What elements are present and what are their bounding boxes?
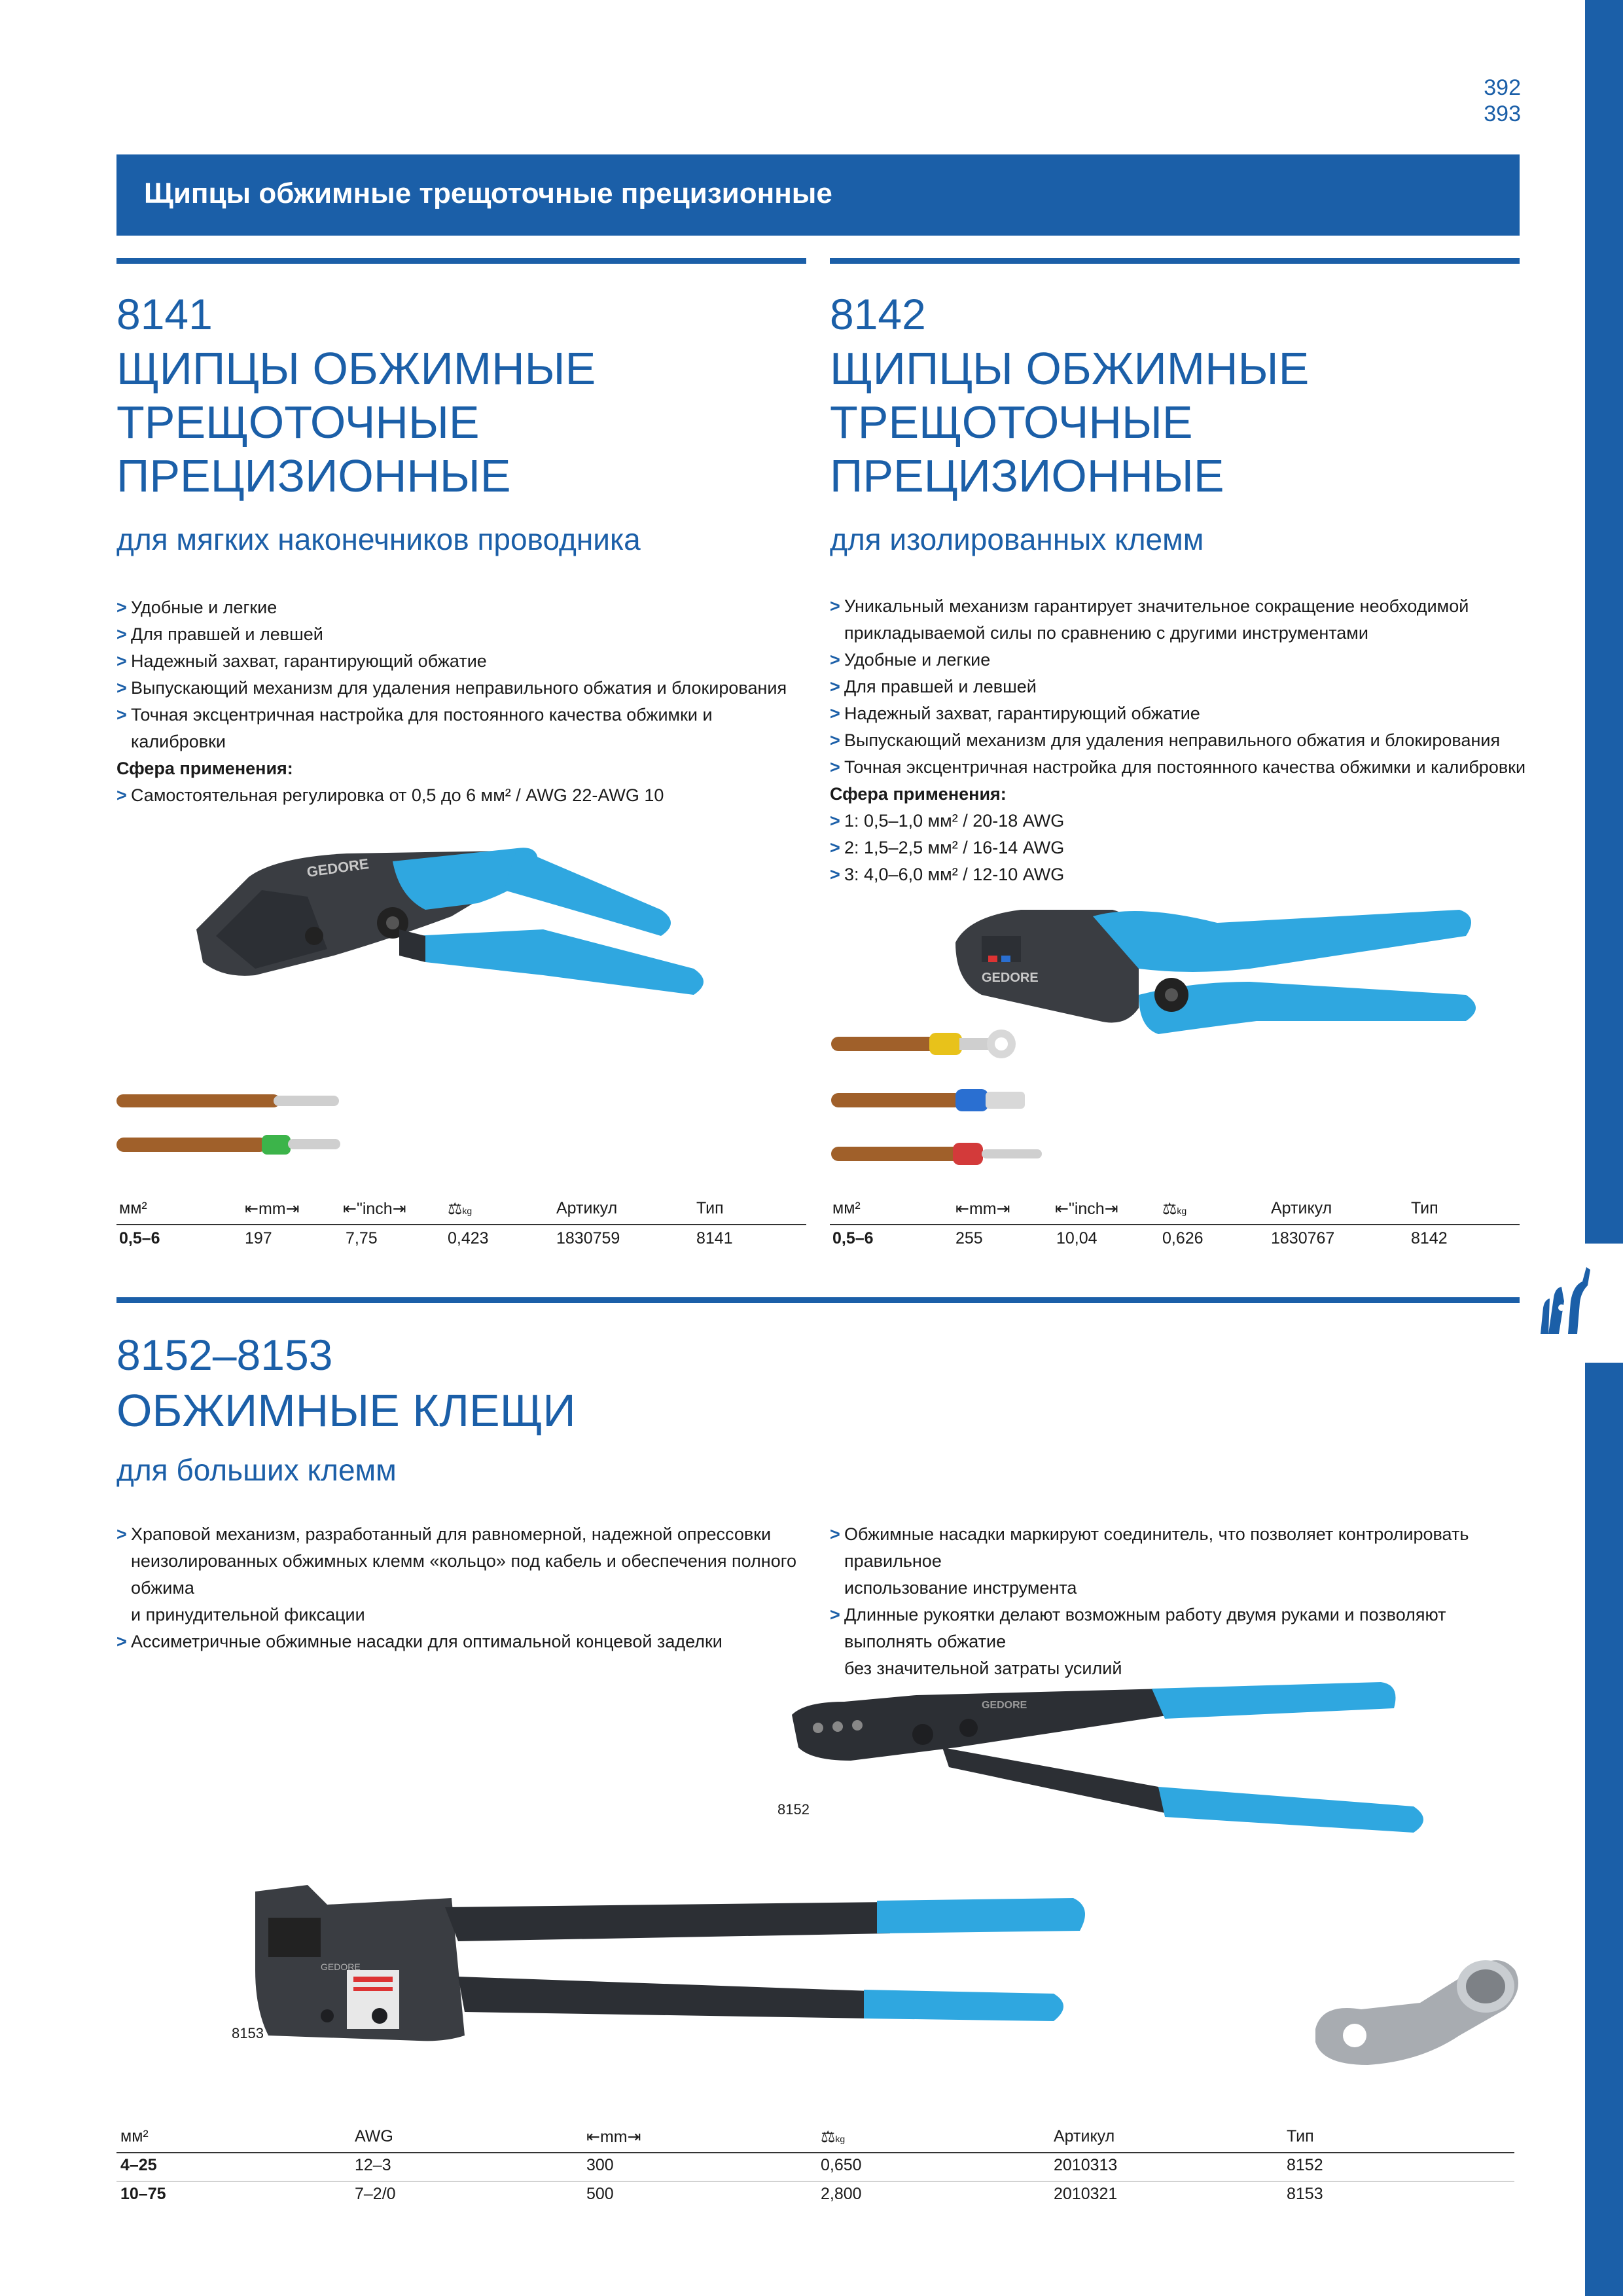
product-title-8152-8153: ОБЖИМНЫЕ КЛЕЩИ bbox=[116, 1385, 576, 1436]
col-header-length-mm: ⇤mm⇥ bbox=[586, 2128, 641, 2146]
chevron-right-icon: > bbox=[830, 596, 840, 616]
title-line: ЩИПЦЫ ОБЖИМНЫЕ bbox=[116, 343, 596, 394]
cell-mm2: 0,5–6 bbox=[832, 1229, 874, 1247]
section-rule-8141 bbox=[116, 258, 806, 264]
page-number-left: 392 bbox=[1484, 75, 1521, 100]
side-edge-bar-top bbox=[1585, 0, 1623, 1244]
list-item: > 2: 1,5–2,5 мм² / 16-14 AWG bbox=[830, 834, 1537, 861]
table-rule-8142 bbox=[830, 1224, 1520, 1225]
product-subtitle-8152-8153: для больших клемм bbox=[116, 1453, 397, 1487]
list-item: > Удобные и легкие bbox=[830, 647, 1537, 673]
chevron-right-icon: > bbox=[116, 598, 127, 617]
brand-logo: GEDORE bbox=[982, 1700, 1027, 1711]
cell-length-mm: 500 bbox=[586, 2185, 614, 2203]
feature-list-8141 bbox=[116, 594, 810, 809]
cell-mm2: 10–75 bbox=[120, 2185, 166, 2203]
chevron-right-icon: > bbox=[116, 678, 127, 698]
chevron-right-icon: > bbox=[830, 811, 840, 831]
crimping-tool-8152-image bbox=[785, 1676, 1433, 1852]
table-rule-8141 bbox=[116, 1224, 806, 1225]
list-item: > Ассиметричные обжимные насадки для оптимальной концевой заделки bbox=[116, 1628, 810, 1655]
page-numbers bbox=[1440, 75, 1521, 127]
col-header-awg: AWG bbox=[355, 2127, 393, 2145]
cell-length-inch: 7,75 bbox=[346, 1229, 378, 1247]
col-header-weight: ⚖kg bbox=[448, 1200, 473, 1218]
title-line: ТРЕЩОТОЧНЫЕ bbox=[116, 397, 480, 448]
col-header-length-mm: ⇤mm⇥ bbox=[245, 1200, 300, 1218]
cell-article: 1830759 bbox=[556, 1229, 620, 1247]
chevron-right-icon: > bbox=[116, 1524, 127, 1544]
pliers-category-icon bbox=[1535, 1262, 1594, 1340]
cell-awg: 7–2/0 bbox=[355, 2185, 396, 2203]
page-number-right: 393 bbox=[1484, 101, 1521, 126]
caption-8153: 8153 bbox=[232, 2025, 264, 2041]
cell-mm2: 4–25 bbox=[120, 2156, 157, 2174]
product-title-8142 bbox=[830, 342, 1309, 503]
list-item-continuation: неизолированных обжимных клемм «кольцо» под кабель и обеспечения полного обжима bbox=[131, 1551, 796, 1598]
list-item: > Храповой механизм, разработанный для равномерной, надежной опрессовки bbox=[116, 1521, 810, 1548]
list-item: > Удобные и легкие bbox=[116, 594, 810, 621]
list-item: > Длинные рукоятки делают возможным работу двумя руками и позволяют выполнять обжатие bbox=[830, 1602, 1537, 1655]
ferrule-wire-samples-8141 bbox=[116, 1086, 372, 1165]
cell-weight: 0,626 bbox=[1162, 1229, 1204, 1247]
feature-list-8152-left bbox=[116, 1521, 810, 1655]
product-title-8141 bbox=[116, 342, 596, 503]
section-rule-8142 bbox=[830, 258, 1520, 264]
list-item: > Надежный захват, гарантирующий обжатие bbox=[116, 648, 810, 675]
list-item: > Выпускающий механизм для удаления неправильного обжатия и блокирования bbox=[116, 675, 810, 702]
col-header-length-inch: ⇤"inch⇥ bbox=[343, 1200, 406, 1218]
col-header-weight: ⚖kg bbox=[1162, 1200, 1187, 1218]
cell-weight: 0,423 bbox=[448, 1229, 489, 1247]
list-item: > Точная эксцентричная настройка для постоянного качества обжимки и калибровки bbox=[116, 702, 810, 755]
application-heading: Сфера применения: bbox=[830, 784, 1007, 804]
title-line: ПРЕЦИЗИОННЫЕ bbox=[830, 450, 1224, 501]
side-edge-bar-bottom bbox=[1585, 1363, 1623, 2296]
list-item-continuation: без значительной затраты усилий bbox=[844, 1659, 1122, 1678]
col-header-article: Артикул bbox=[1271, 1199, 1332, 1217]
insulated-terminal-samples-8142 bbox=[830, 1028, 1079, 1172]
list-item: > Уникальный механизм гарантирует значительное сокращение необходимой bbox=[830, 593, 1537, 620]
cell-length-mm: 300 bbox=[586, 2156, 614, 2174]
list-item: > 1: 0,5–1,0 мм² / 20-18 AWG bbox=[830, 808, 1537, 834]
application-heading: Сфера применения: bbox=[116, 759, 293, 778]
title-line: ЩИПЦЫ ОБЖИМНЫЕ bbox=[830, 343, 1310, 394]
col-header-type: Тип bbox=[1287, 2127, 1314, 2145]
product-code-8141: 8141 bbox=[116, 290, 213, 338]
col-header-article: Артикул bbox=[556, 1199, 618, 1217]
chevron-right-icon: > bbox=[830, 730, 840, 750]
chevron-right-icon: > bbox=[830, 838, 840, 857]
list-item: > Для правшей и левшей bbox=[830, 673, 1537, 700]
crimping-tool-8141-image bbox=[177, 838, 713, 1021]
chevron-right-icon: > bbox=[830, 1605, 840, 1624]
list-item: > Обжимные насадки маркируют соединитель, что позволяет контролировать правильное bbox=[830, 1521, 1537, 1575]
list-item: > Выпускающий механизм для удаления неправильного обжатия и блокирования bbox=[830, 727, 1537, 754]
list-item-continuation: прикладываемой силы по сравнению с другими инструментами bbox=[844, 623, 1368, 643]
chevron-right-icon: > bbox=[116, 785, 127, 805]
cell-type: 8152 bbox=[1287, 2156, 1323, 2174]
cell-type: 8141 bbox=[696, 1229, 733, 1247]
section-rule-8152 bbox=[116, 1297, 1520, 1303]
list-item: > Для правшей и левшей bbox=[116, 621, 810, 648]
cell-awg: 12–3 bbox=[355, 2156, 391, 2174]
chevron-right-icon: > bbox=[116, 651, 127, 671]
product-code-8152-8153: 8152–8153 bbox=[116, 1331, 333, 1379]
list-item-continuation: использование инструмента bbox=[844, 1578, 1077, 1598]
list-item: > Самостоятельная регулировка от 0,5 до 6 мм² / AWG 22-AWG 10 bbox=[116, 782, 810, 809]
col-header-mm2: мм² bbox=[832, 1199, 861, 1217]
table-rule-8152 bbox=[116, 2152, 1514, 2153]
product-subtitle-8141: для мягких наконечников проводника bbox=[116, 522, 641, 556]
feature-list-8142 bbox=[830, 593, 1537, 888]
cell-length-inch: 10,04 bbox=[1056, 1229, 1097, 1247]
product-subtitle-8142: для изолированных клемм bbox=[830, 522, 1204, 556]
list-item-continuation: и принудительной фиксации bbox=[131, 1605, 365, 1624]
cell-length-mm: 197 bbox=[245, 1229, 272, 1247]
cell-type: 8142 bbox=[1411, 1229, 1448, 1247]
caption-8152: 8152 bbox=[777, 1801, 810, 1818]
product-code-8142: 8142 bbox=[830, 290, 926, 338]
title-line: ТРЕЩОТОЧНЫЕ bbox=[830, 397, 1193, 448]
chevron-right-icon: > bbox=[116, 705, 127, 725]
col-header-length-inch: ⇤"inch⇥ bbox=[1055, 1200, 1118, 1218]
col-header-article: Артикул bbox=[1054, 2127, 1115, 2145]
list-item: > 3: 4,0–6,0 мм² / 12-10 AWG bbox=[830, 861, 1537, 888]
chevron-right-icon: > bbox=[830, 704, 840, 723]
crimping-tool-8153-image bbox=[249, 1878, 1093, 2049]
chevron-right-icon: > bbox=[830, 650, 840, 670]
chevron-right-icon: > bbox=[830, 677, 840, 696]
col-header-type: Тип bbox=[696, 1199, 724, 1217]
col-header-mm2: мм² bbox=[120, 2127, 149, 2145]
brand-logo: GEDORE bbox=[306, 855, 370, 880]
chevron-right-icon: > bbox=[116, 1632, 127, 1651]
title-line: ПРЕЦИЗИОННЫЕ bbox=[116, 450, 511, 501]
cell-article: 2010321 bbox=[1054, 2185, 1118, 2203]
col-header-weight: ⚖kg bbox=[821, 2128, 846, 2146]
cell-weight: 2,800 bbox=[821, 2185, 862, 2203]
chevron-right-icon: > bbox=[830, 757, 840, 777]
list-item: > Точная эксцентричная настройка для постоянного качества обжимки и калибровки bbox=[830, 754, 1537, 781]
page-title: Щипцы обжимные трещоточные прецизионные bbox=[144, 177, 832, 209]
cell-article: 2010313 bbox=[1054, 2156, 1118, 2174]
chevron-right-icon: > bbox=[830, 865, 840, 884]
cable-lug-image bbox=[1309, 1931, 1525, 2088]
brand-logo: GEDORE bbox=[321, 1962, 361, 1972]
brand-logo: GEDORE bbox=[982, 971, 1039, 985]
cell-length-mm: 255 bbox=[955, 1229, 983, 1247]
cell-type: 8153 bbox=[1287, 2185, 1323, 2203]
list-item: > Надежный захват, гарантирующий обжатие bbox=[830, 700, 1537, 727]
cell-weight: 0,650 bbox=[821, 2156, 862, 2174]
chevron-right-icon: > bbox=[116, 624, 127, 644]
col-header-length-mm: ⇤mm⇥ bbox=[955, 1200, 1010, 1218]
feature-list-8152-right bbox=[830, 1521, 1537, 1682]
col-header-mm2: мм² bbox=[119, 1199, 147, 1217]
chevron-right-icon: > bbox=[830, 1524, 840, 1544]
cell-article: 1830767 bbox=[1271, 1229, 1335, 1247]
cell-mm2: 0,5–6 bbox=[119, 1229, 160, 1247]
col-header-type: Тип bbox=[1411, 1199, 1438, 1217]
